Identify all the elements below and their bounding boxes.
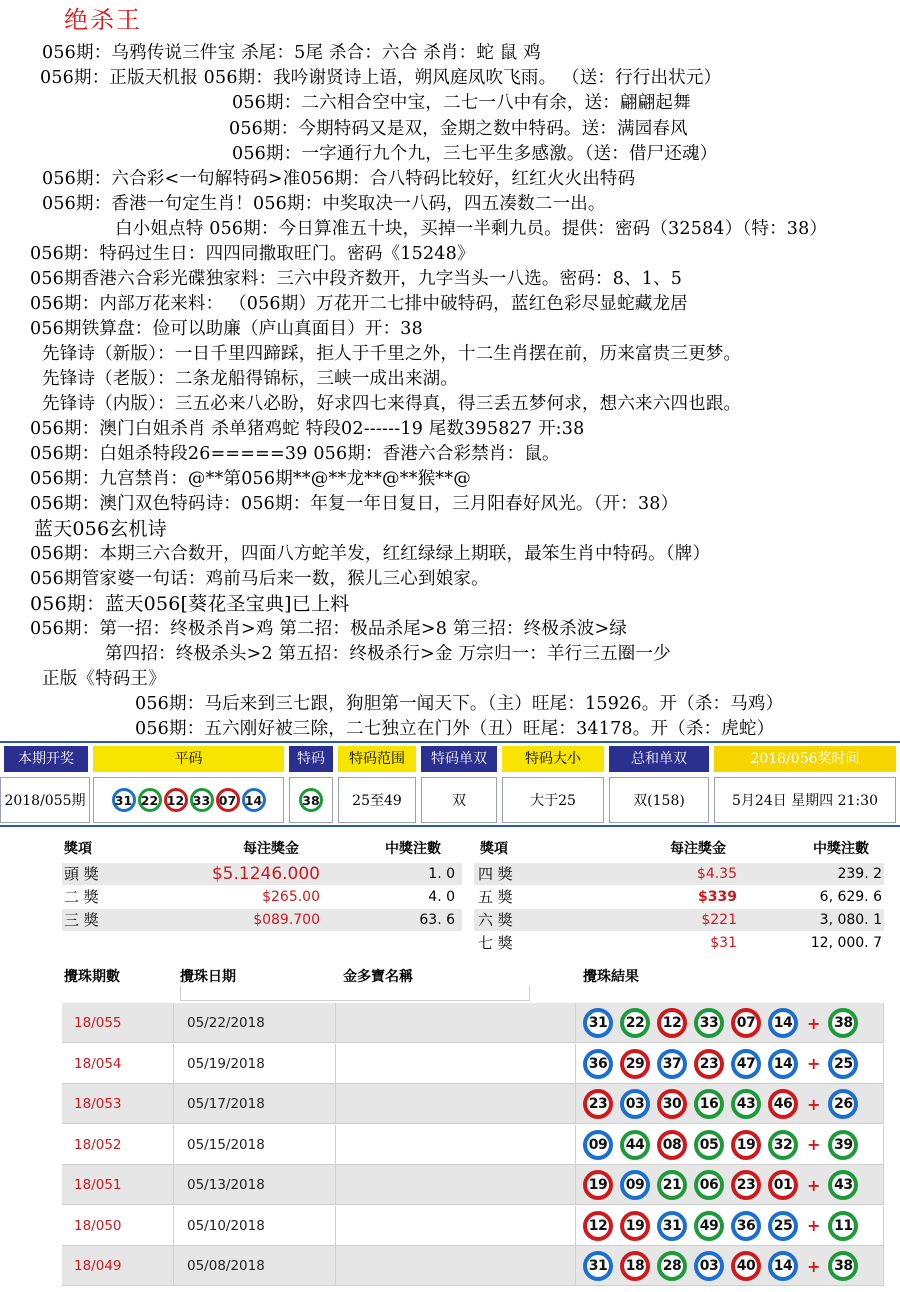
result-balls — [583, 1130, 865, 1160]
table-row — [62, 1125, 884, 1165]
prize-count: 3, 080. 1 — [819, 912, 882, 928]
result-balls — [583, 1211, 865, 1241]
number-ball: 40 — [731, 1251, 761, 1281]
draw-period: 18/050 — [74, 1217, 122, 1234]
special-big-small: 大于25 — [502, 777, 604, 823]
number-ball: 25 — [768, 1211, 798, 1241]
prize-count: 12, 000. 7 — [810, 935, 882, 951]
number-ball: 23 — [694, 1049, 724, 1079]
prize-name: 五 獎 — [478, 888, 513, 906]
table-cell — [336, 1246, 576, 1286]
text-line: 先锋诗（新版）：一日千里四蹄踩，拒人于千里之外，十二生肖摆在前，历来富贵三更梦。 — [42, 344, 742, 364]
number-ball: 05 — [694, 1130, 724, 1160]
number-ball: 23 — [731, 1170, 761, 1200]
prize-header-count: 中獎注數 — [385, 841, 441, 857]
sum-odd-even: 双(158) — [609, 777, 709, 823]
text-line: 056期：香港一句定生肖！056期：中奖取决一八码，四五凑数二一出。 — [42, 194, 606, 214]
result-balls — [583, 1049, 865, 1079]
number-ball: 36 — [583, 1049, 613, 1079]
prize-amount: $339 — [698, 889, 737, 905]
prize-amount: $5.1246.000 — [211, 864, 320, 884]
number-ball: 14 — [242, 788, 266, 812]
number-ball: 09 — [620, 1170, 650, 1200]
text-line: 056期：今期特码又是双，金期之数中特码。送：满园春风 — [229, 119, 688, 139]
text-line: 蓝天056玄机诗 — [34, 518, 167, 540]
result-balls — [583, 1089, 865, 1119]
number-ball: 47 — [731, 1049, 761, 1079]
number-ball: 12 — [657, 1008, 687, 1038]
number-ball: 23 — [583, 1089, 613, 1119]
prize-name: 七 獎 — [478, 934, 513, 952]
header-sum-odd-even: 总和单双 — [609, 746, 709, 772]
special-odd-even: 双 — [421, 777, 497, 823]
history-header-period: 攪珠期數 — [64, 969, 120, 985]
prize-count: 4. 0 — [428, 889, 455, 905]
number-ball: 07 — [731, 1008, 761, 1038]
table-cell — [336, 1003, 576, 1043]
text-line: 056期：白姐杀特段26=====39 056期：香港六合彩禁肖：鼠。 — [30, 444, 560, 464]
prize-count: 6, 629. 6 — [819, 889, 882, 905]
text-line: 056期：二六相合空中宝，二七一八中有余，送：翩翩起舞 — [232, 93, 691, 113]
number-ball: 22 — [620, 1008, 650, 1038]
number-ball: 37 — [657, 1049, 687, 1079]
draw-period: 18/049 — [74, 1258, 122, 1274]
text-line: 056期：一字通行九个九，三七平生多感激。（送：借尸还魂） — [232, 144, 718, 164]
prize-header-name-2: 獎項 — [480, 841, 508, 857]
number-ball: 08 — [657, 1130, 687, 1160]
text-line: 056期香港六合彩光碟独家料：三六中段齐数开，九字当头一八选。密码：8、1、5 — [30, 269, 683, 289]
draw-period: 18/051 — [74, 1177, 122, 1193]
special-ball — [289, 777, 333, 823]
header-regular-numbers: 平码 — [93, 746, 284, 772]
draw-period: 18/052 — [74, 1136, 122, 1153]
history-header-name: 金多寶名稱 — [343, 969, 413, 985]
special-range: 25至49 — [338, 777, 416, 823]
number-ball: 31 — [583, 1251, 613, 1281]
table-row — [62, 1206, 884, 1246]
table-row — [62, 1165, 884, 1205]
plus-icon: + — [807, 1216, 821, 1235]
number-ball: 21 — [657, 1170, 687, 1200]
draw-date: 05/10/2018 — [187, 1217, 265, 1234]
result-balls — [583, 1170, 865, 1200]
number-ball: 16 — [694, 1089, 724, 1119]
special-number-ball: 11 — [828, 1211, 858, 1241]
header-special-big-small: 特码大小 — [502, 746, 604, 772]
regular-balls — [93, 777, 284, 823]
history-header-divider — [180, 986, 530, 1001]
text-line: 056期铁算盘：俭可以助廉（庐山真面目）开：38 — [30, 319, 423, 339]
text-line: 056期：第一招：终极杀肖>鸡 第二招：极品杀尾>8 第三招：终极杀波>绿 — [30, 619, 628, 639]
plus-icon: + — [807, 1135, 821, 1154]
prize-name: 三 獎 — [64, 911, 99, 929]
draw-period: 18/055 — [74, 1015, 122, 1031]
number-ball: 46 — [768, 1089, 798, 1119]
plus-icon: + — [807, 1054, 821, 1073]
prize-name: 頭 獎 — [64, 865, 99, 883]
text-line: 056期：澳门白姐杀肖 杀单猪鸡蛇 特段02------19 尾数395827 开:38 — [30, 419, 585, 439]
text-line: 056期管家婆一句话：鸡前马后来一数，猴儿三心到娘家。 — [30, 569, 489, 589]
number-ball: 03 — [694, 1251, 724, 1281]
history-header-result: 攪珠結果 — [583, 969, 639, 985]
number-ball: 19 — [731, 1130, 761, 1160]
prize-amount: $265.00 — [262, 889, 320, 905]
prize-header-count-2: 中獎注數 — [813, 841, 869, 857]
special-number-ball: 43 — [828, 1170, 858, 1200]
number-ball: 31 — [583, 1008, 613, 1038]
prize-name: 二 獎 — [64, 888, 99, 906]
plus-icon: + — [807, 1013, 821, 1033]
text-line: 056期：六合彩<一句解特码>准056期：合八特码比较好，红红火火出特码 — [42, 169, 636, 189]
next-draw-time: 5月24日 星期四 21:30 — [714, 777, 896, 823]
number-ball: 31 — [112, 788, 136, 812]
number-ball: 19 — [620, 1211, 650, 1241]
header-special-range: 特码范围 — [338, 746, 416, 772]
prize-name: 四 獎 — [478, 865, 513, 883]
number-ball: 22 — [138, 788, 162, 812]
number-ball: 14 — [768, 1251, 798, 1281]
draw-date: 05/13/2018 — [187, 1177, 265, 1193]
number-ball: 28 — [657, 1251, 687, 1281]
header-special-number: 特码 — [289, 746, 333, 772]
draw-result-table — [0, 741, 900, 827]
text-line: 056期：正版天机报 056期：我吟谢贤诗上语，朔风庭凤吹飞雨。 （送：行行出状元） — [40, 68, 722, 88]
history-header-date: 攪珠日期 — [180, 969, 236, 985]
prize-header-name: 獎項 — [64, 841, 92, 857]
special-number-ball: 39 — [828, 1130, 858, 1160]
table-cell — [336, 1165, 576, 1205]
number-ball: 33 — [190, 788, 214, 812]
table-cell — [336, 1044, 576, 1084]
number-ball: 30 — [657, 1089, 687, 1119]
table-cell — [336, 1206, 576, 1246]
text-line: 正版《特码王》 — [42, 669, 166, 689]
text-line: 056期：蓝天056[葵花圣宝典]已上料 — [30, 593, 350, 615]
draw-period: 18/054 — [74, 1055, 122, 1072]
number-ball: 03 — [620, 1089, 650, 1119]
text-line: 056期：马后来到三七跟，狗胆第一闻天下。（主）旺尾：15926。开（杀：马鸡） — [135, 694, 784, 714]
prize-header-amount-2: 每注獎金 — [670, 841, 726, 857]
draw-date: 05/19/2018 — [187, 1055, 265, 1072]
plus-icon: + — [807, 1256, 821, 1276]
table-row — [62, 1003, 884, 1043]
special-number-ball: 38 — [828, 1251, 858, 1281]
prize-count: 239. 2 — [837, 866, 882, 882]
draw-date: 05/15/2018 — [187, 1136, 265, 1153]
table-row — [62, 1084, 884, 1124]
number-ball: 36 — [731, 1211, 761, 1241]
number-ball: 14 — [768, 1008, 798, 1038]
special-number-ball: 25 — [828, 1049, 858, 1079]
text-line: 056期：九宫禁肖：@**第056期**@**龙**@**猴**@ — [30, 469, 471, 489]
number-ball: 12 — [164, 788, 188, 812]
text-line: 056期：特码过生日：四四同撒取旺门。密码《15248》 — [30, 244, 475, 264]
prize-header-amount: 每注獎金 — [243, 841, 299, 857]
number-ball: 44 — [620, 1130, 650, 1160]
number-ball: 01 — [768, 1170, 798, 1200]
draw-date: 05/08/2018 — [187, 1258, 265, 1274]
text-line: 056期：五六刚好被三除，二七独立在门外（丑）旺尾：34178。开（杀：虎蛇） — [135, 719, 775, 739]
prize-name: 六 獎 — [478, 911, 513, 929]
special-number-ball: 26 — [828, 1089, 858, 1119]
text-line: 056期：乌鸦传说三件宝 杀尾：5尾 杀合：六合 杀肖：蛇 鼠 鸡 — [42, 43, 541, 63]
number-ball: 29 — [620, 1049, 650, 1079]
text-line: 056期：本期三六合数开，四面八方蛇羊发，红红绿绿上期联，最笨生肖中特码。（牌） — [30, 544, 711, 564]
number-ball: 14 — [768, 1049, 798, 1079]
number-ball: 06 — [694, 1170, 724, 1200]
number-ball: 49 — [694, 1211, 724, 1241]
text-line: 白小姐点特 056期：今日算准五十块，买掉一半剩九员。提供：密码（32584）（特：38） — [115, 219, 828, 239]
header-special-odd-even: 特码单双 — [421, 746, 497, 772]
draw-date: 05/17/2018 — [187, 1096, 265, 1112]
number-ball: 09 — [583, 1130, 613, 1160]
prize-amount: $221 — [701, 912, 737, 928]
number-ball: 32 — [768, 1130, 798, 1160]
text-line: 第四招：终极杀头>2 第五招：终极杀行>金 万宗归一：羊行三五圈一少 — [105, 644, 671, 664]
text-line: 056期：内部万花来料： （056期）万花开二七排中破特码，蓝红色彩尽显蛇藏龙居 — [30, 294, 688, 314]
result-balls — [583, 1008, 865, 1038]
plus-icon: + — [807, 1094, 821, 1114]
prize-count: 63. 6 — [419, 912, 455, 928]
prize-amount: $31 — [710, 935, 737, 951]
page-title: 绝杀王 — [64, 6, 142, 34]
number-ball: 07 — [216, 788, 240, 812]
prize-amount: $089.700 — [253, 912, 320, 928]
number-ball: 43 — [731, 1089, 761, 1119]
table-cell — [336, 1084, 576, 1124]
number-ball: 31 — [657, 1211, 687, 1241]
draw-date: 05/22/2018 — [187, 1015, 265, 1031]
text-line: 先锋诗（老版）：二条龙船得锦标，三峡一成出来湖。 — [42, 369, 459, 389]
special-number-ball: 38 — [828, 1008, 858, 1038]
draw-period: 2018/055期 — [0, 777, 90, 823]
text-line: 先锋诗（内版）：三五必来八必盼，好求四七来得真，得三丢五梦何求，想六来六四也跟。 — [42, 394, 742, 414]
table-row — [62, 1246, 884, 1286]
header-current-draw: 本期开奖 — [4, 746, 88, 772]
result-balls — [583, 1251, 865, 1281]
draw-period: 18/053 — [74, 1096, 122, 1112]
text-line: 056期：澳门双色特码诗：056期：年复一年日复日，三月阳春好风光。（开：38） — [30, 494, 679, 514]
number-ball: 33 — [694, 1008, 724, 1038]
table-row — [62, 1044, 884, 1084]
prize-amount: $4.35 — [696, 866, 737, 882]
prize-count: 1. 0 — [428, 866, 455, 882]
number-ball: 19 — [583, 1170, 613, 1200]
plus-icon: + — [807, 1175, 821, 1195]
number-ball: 12 — [583, 1211, 613, 1241]
number-ball: 18 — [620, 1251, 650, 1281]
table-cell — [336, 1125, 576, 1165]
special-number-ball: 38 — [299, 788, 323, 812]
header-next-draw-time: 2018/056奖时间 — [714, 746, 896, 772]
